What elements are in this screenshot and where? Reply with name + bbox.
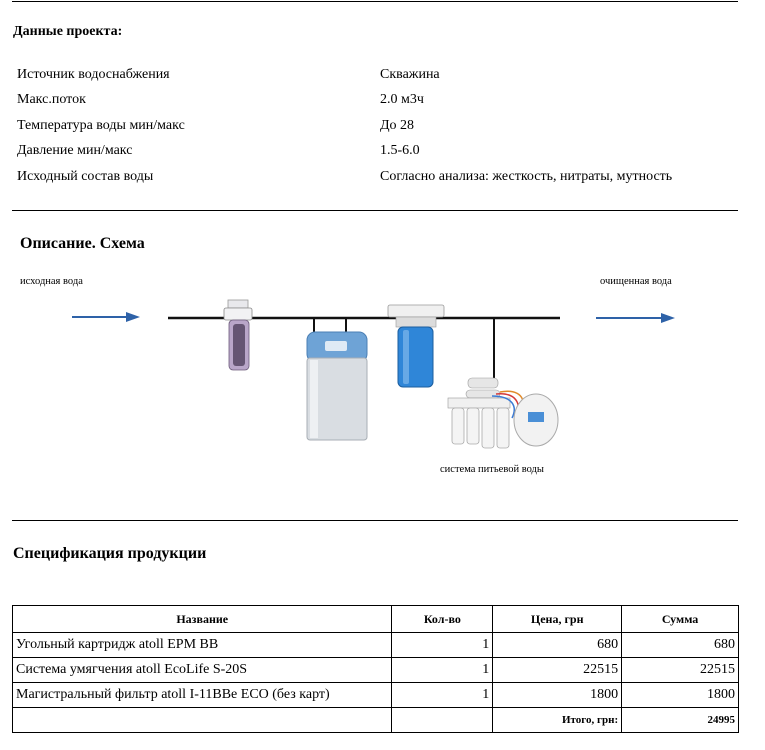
project-value: 1.5-6.0: [380, 143, 420, 159]
project-label: Исходный состав воды: [17, 168, 154, 184]
col-header-qty: Кол-во: [392, 606, 493, 633]
output-water-label: очищенная вода: [600, 276, 672, 287]
carbon-filter-icon: [224, 300, 252, 370]
item-sum: 22515: [622, 658, 739, 683]
output-arrow-icon: [596, 313, 675, 323]
project-value: Скважина: [380, 66, 440, 82]
project-title: Данные проекта:: [13, 24, 123, 39]
ro-system-label: система питьевой воды: [440, 464, 544, 475]
col-header-price: Цена, грн: [493, 606, 622, 633]
project-label: Температура воды мин/макс: [17, 117, 185, 133]
table-row: [13, 658, 739, 683]
input-arrow-icon: [72, 312, 140, 322]
total-row: [13, 708, 739, 733]
water-softener-icon: [307, 332, 367, 440]
item-name: Система умягчения atoll EcoLife S-20S: [13, 658, 392, 683]
item-sum: 1800: [622, 683, 739, 708]
project-label: Макс.поток: [17, 92, 86, 108]
spec-table: [12, 605, 739, 733]
item-qty: 1: [392, 633, 493, 658]
item-qty: 1: [392, 658, 493, 683]
table-header-row: [13, 606, 739, 633]
col-header-name: Название: [13, 606, 392, 633]
table-row: [13, 633, 739, 658]
item-price: 1800: [493, 683, 622, 708]
project-label: Давление мин/макс: [17, 143, 133, 159]
spec-title: Спецификация продукции: [13, 545, 207, 562]
item-sum: 680: [622, 633, 739, 658]
empty-cell: [13, 708, 392, 733]
item-qty: 1: [392, 683, 493, 708]
project-value: 2.0 м3ч: [380, 92, 424, 108]
table-row: [13, 683, 739, 708]
project-value: До 28: [380, 117, 415, 133]
total-value: 24995: [622, 708, 739, 733]
item-name: Магистральный фильтр atoll I-11BBe ECO (без карт): [13, 683, 392, 708]
scheme-title: Описание. Схема: [20, 235, 145, 252]
project-value: Согласно анализа: жесткость, нитраты, мутность: [380, 168, 673, 184]
item-price: 680: [493, 633, 622, 658]
empty-cell: [392, 708, 493, 733]
project-label: Источник водоснабжения: [17, 66, 170, 82]
item-price: 22515: [493, 658, 622, 683]
total-label: Итого, грн:: [493, 708, 622, 733]
item-name: Угольный картридж atoll EPM BB: [13, 633, 392, 658]
col-header-sum: Сумма: [622, 606, 739, 633]
reverse-osmosis-icon: [448, 378, 558, 448]
main-line-filter-icon: [388, 305, 444, 387]
input-water-label: исходная вода: [20, 276, 83, 287]
divider: [12, 520, 738, 521]
